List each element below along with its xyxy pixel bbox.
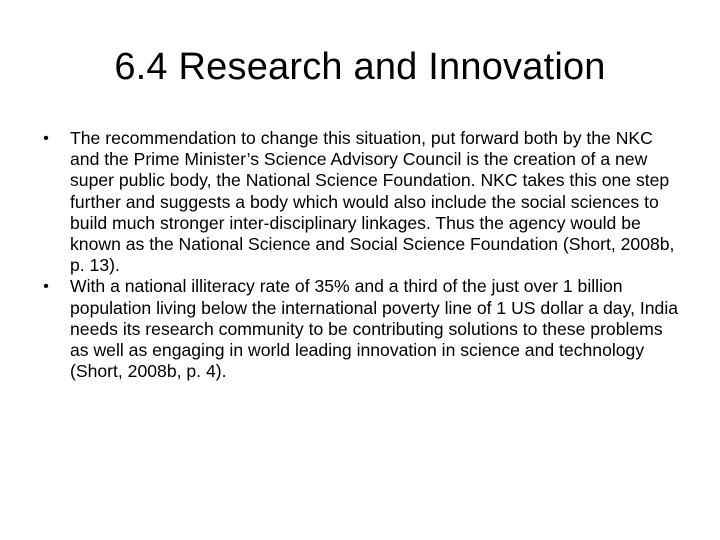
bullet-text: With a national illiteracy rate of 35% and a third of the just over 1 billion population living below the international poverty line of 1 US dollar a day, India needs its research community to be contributing solutions to these problems as well as engaging in world leading innovation in science and technology (Short, 2008b, p. 4). bbox=[70, 276, 679, 382]
bullet-icon: • bbox=[43, 278, 49, 296]
bullet-item-illiteracy bbox=[36, 276, 686, 382]
bullet-list bbox=[36, 128, 686, 382]
bullet-text: The recommendation to change this situation, put forward both by the NKC and the Prime Minister’s Science Advisory Council is the creation of a new super public body, the National Science Foundation. NKC takes this one step further and suggests a body which would also include the social sciences to build much stronger inter-disciplinary linkages. Thus the agency would be known as the National Science and Social Science Foundation (Short, 2008b, p. 13). bbox=[70, 128, 675, 276]
bullet-item-recommendation bbox=[36, 128, 686, 276]
slide-title: 6.4 Research and Innovation bbox=[114, 46, 606, 88]
bullet-icon: • bbox=[43, 130, 49, 147]
